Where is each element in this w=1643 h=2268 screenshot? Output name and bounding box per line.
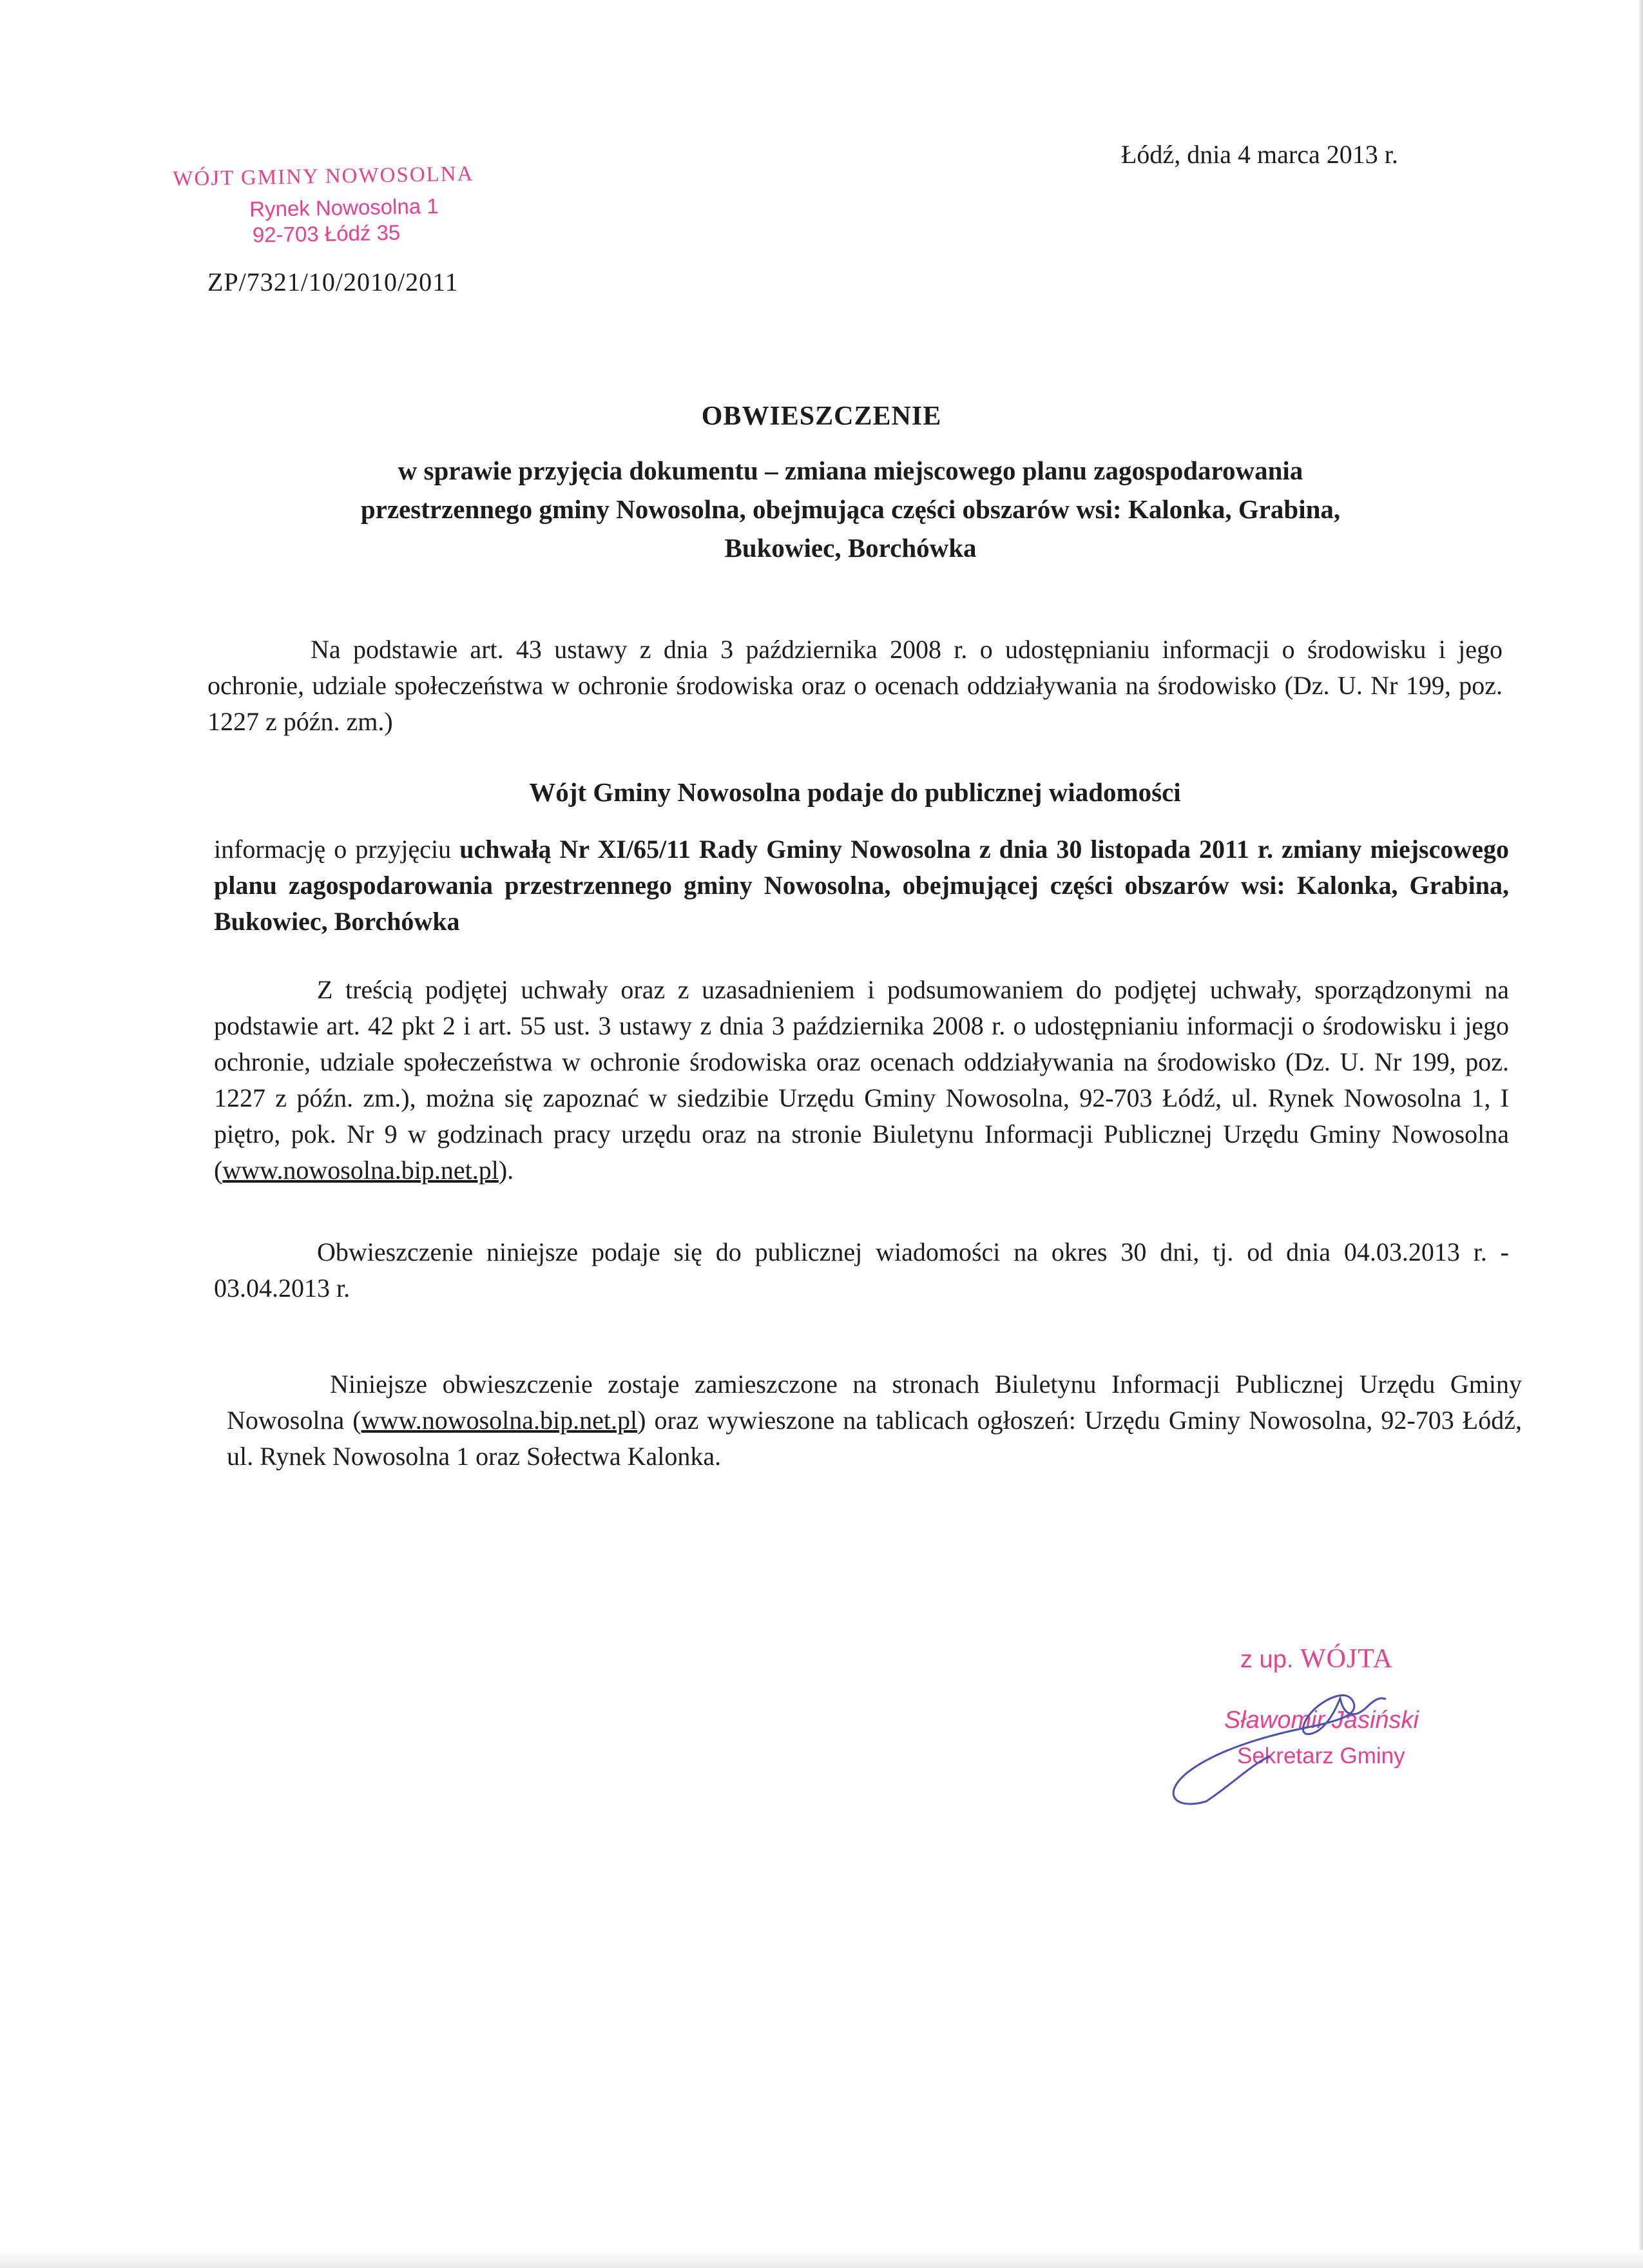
handwritten-signature — [1147, 1637, 1482, 1830]
document-heading: OBWIESZCZENIE — [701, 402, 942, 431]
announcement-line: Wójt Gminy Nowosolna podaje do publicznej wiadomości — [529, 777, 1181, 807]
period-paragraph: Obwieszczenie niniejsze podaje się do publicznej wiadomości na okres 30 dni, tj. od dnia 04.03.2013 r. - 03.04.2013 r. — [214, 1237, 1509, 1303]
resolution-title: uchwałą Nr XI/65/11 Rady Gminy Nowosolna z dnia 30 listopada 2011 r. zmiany miejscowego planu zagospodarowania przestrzennego gminy Nowosolna, obejmującej części obszarów wsi: Kalonka, Grabina, Bukowiec, Borchówka — [214, 835, 1509, 936]
reference-number: ZP/7321/10/2010/2011 — [207, 267, 459, 296]
publication-paragraph — [227, 1366, 1522, 1475]
bip-link[interactable]: www.nowosolna.bip.net.pl — [361, 1406, 638, 1435]
office-stamp — [173, 161, 546, 247]
scan-edge — [1639, 0, 1643, 2268]
document-date: Łódź, dnia 4 marca 2013 r. — [1121, 140, 1398, 169]
subject-line: w sprawie przyjęcia dokumentu – zmiana miejscowego planu zagospodarowania — [398, 456, 1303, 485]
subject-line: Bukowiec, Borchówka — [724, 533, 977, 563]
stamp-address-line: Rynek Nowosolna 1 — [249, 193, 439, 221]
access-text: Z treścią podjętej uchwały oraz z uzasadnieniem i podsumowaniem do podjętej uchwały, sporządzonymi na podstawie art. 42 pkt 2 i art. 55 ust. 3 ustawy z dnia 3 października 2008 r. o udostępnianiu informacji o środowisku i jego ochronie, udziale społeczeństwa w ochronie środowiska oraz ocenach oddziaływania na środowisko (Dz. U. Nr 199, poz. 1227 z późn. zm.), można się zapoznać w siedzibie Urzędu Gminy Nowosolna, 92-703 Łódź, ul. Rynek Nowosolna 1, I piętro, pok. Nr 9 w godzinach pracy urzędu oraz na stronie Biuletynu Informacji Publicznej Urzędu Gminy Nowosolna ( — [214, 975, 1509, 1185]
document-subject — [245, 451, 1456, 567]
legal-basis-paragraph: Na podstawie art. 43 ustawy z dnia 3 października 2008 r. o udostępnianiu informacji o środowisku i jego ochronie, udziale społeczeństwa w ochronie środowiska oraz o ocenach oddziaływania na środowisko (Dz. U. Nr 199, poz. 1227 z późn. zm.) — [207, 635, 1503, 736]
signatory-role: Sekretarz Gminy — [1237, 1743, 1405, 1769]
signature-stamp — [1147, 1637, 1482, 1830]
access-text-end: ). — [498, 1156, 514, 1185]
signature-prefix-text: z up. — [1240, 1646, 1294, 1673]
resolution-intro: informację o przyjęciu — [214, 835, 460, 864]
scan-edge-bottom — [0, 2250, 1643, 2268]
publication-text: Niniejsze obwieszczenie zostaje zamieszczone na stronach Biuletynu Informacji Publicznej Urzędu Gminy Nowosolna ( — [227, 1370, 1522, 1435]
stamp-postal-line: 92-703 Łódź 35 — [252, 220, 401, 247]
signatory-name: Sławomir Jasiński — [1224, 1707, 1419, 1734]
signature-office: WÓJTA — [1300, 1644, 1393, 1674]
resolution-paragraph — [214, 831, 1509, 940]
bip-link[interactable]: www.nowosolna.bip.net.pl — [222, 1156, 499, 1185]
subject-line: przestrzennego gminy Nowosolna, obejmująca części obszarów wsi: Kalonka, Grabina, — [360, 494, 1341, 524]
stamp-title: WÓJT GMINY NOWOSOLNA — [173, 162, 474, 191]
publication-text-end: ) oraz wywieszone na tablicach ogłoszeń: Urzędu Gminy Nowosolna, 92-703 Łódź, ul. Rynek Nowosolna 1 oraz Sołectwa Kalonka. — [227, 1406, 1522, 1471]
access-paragraph — [214, 972, 1509, 1188]
